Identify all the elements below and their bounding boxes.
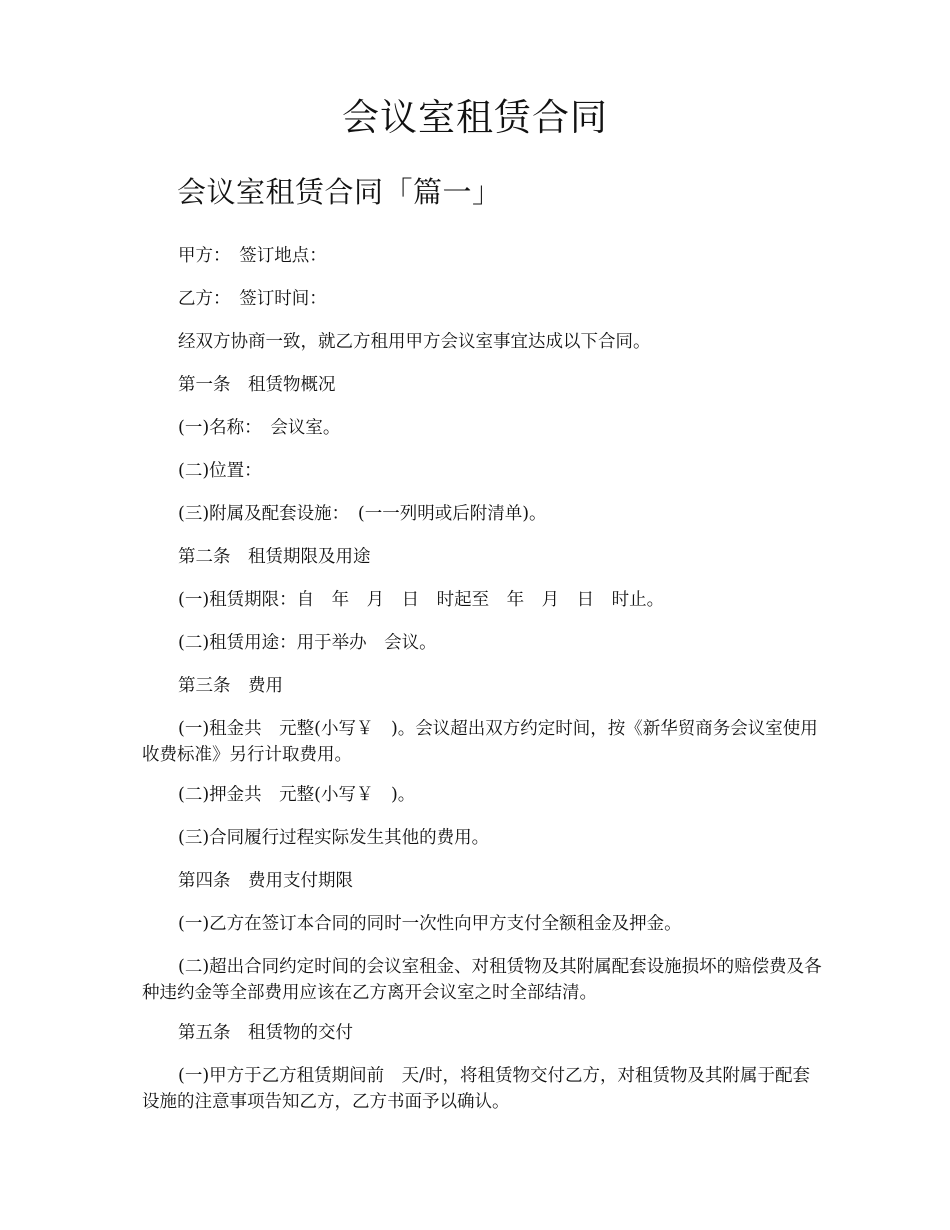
paragraph: (一)租金共 元整(小写￥ )。会议超出双方约定时间，按《新华贸商务会议室使用收费标准》另行计取费用。 [142,719,818,765]
document-title: 会议室租赁合同 [342,96,608,139]
paragraph: 乙方： 签订时间： [178,289,327,309]
article-heading: 第一条 租赁物概况 [178,375,336,395]
paragraph: 经双方协商一致，就乙方租用甲方会议室事宜达成以下合同。 [178,332,651,352]
paragraph: (二)位置： [178,461,262,481]
paragraph: (三)合同履行过程实际发生其他的费用。 [178,828,490,848]
article-heading: 第二条 租赁期限及用途 [178,547,371,567]
paragraph: (三)附属及配套设施： (一一列明或后附清单)。 [178,504,547,524]
paragraph: (一)租赁期限：自 年 月 日 时起至 年 月 日 时止。 [178,590,665,610]
article-heading: 第四条 费用支付期限 [178,871,353,891]
paragraph: (一)甲方于乙方租赁期间前 天/时，将租赁物交付乙方，对租赁物及其附属于配套设施的注意事项告知乙方，乙方书面予以确认。 [142,1066,811,1112]
paragraph: (二)租赁用途：用于举办 会议。 [178,633,437,653]
article-heading: 第三条 费用 [178,676,283,696]
paragraph: (二)押金共 元整(小写￥ )。 [178,785,416,805]
paragraph: (二)超出合同约定时间的会议室租金、对租赁物及其附属配套设施损坏的赔偿费及各种违约金等全部费用应该在乙方离开会议室之时全部结清。 [142,957,822,1003]
article-heading: 第五条 租赁物的交付 [178,1023,353,1043]
section-title: 会议室租赁合同「篇一」 [177,175,502,209]
paragraph: (一)乙方在签订本合同的同时一次性向甲方支付全额租金及押金。 [178,914,682,934]
paragraph: 甲方： 签订地点： [178,246,327,266]
paragraph: (一)名称： 会议室。 [178,418,341,438]
